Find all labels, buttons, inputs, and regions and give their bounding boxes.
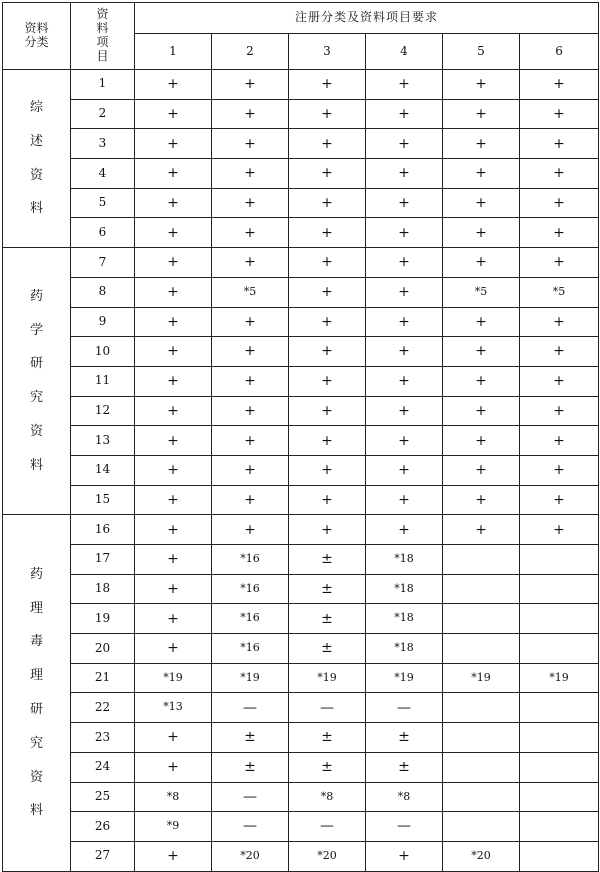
requirement-cell: *19 (135, 663, 212, 693)
requirement-cell: + (520, 99, 599, 129)
item-number-cell: 19 (71, 604, 135, 634)
requirement-cell: + (135, 545, 212, 575)
table-row (3, 218, 599, 248)
column-number: 5 (443, 34, 520, 70)
table-row (3, 841, 599, 871)
requirement-cell: + (135, 70, 212, 100)
table-row (3, 782, 599, 812)
requirement-cell: + (366, 99, 443, 129)
item-number-cell: 22 (71, 693, 135, 723)
item-number-cell: 7 (71, 248, 135, 278)
table-row (3, 812, 599, 842)
requirement-cell: + (289, 70, 366, 100)
column-number: 1 (135, 34, 212, 70)
requirement-cell: + (289, 396, 366, 426)
requirement-cell: *19 (289, 663, 366, 693)
category-cell (3, 248, 71, 515)
requirement-cell: ± (289, 574, 366, 604)
item-number-cell: 20 (71, 634, 135, 664)
requirement-cell: + (135, 129, 212, 159)
requirement-cell: + (135, 366, 212, 396)
requirement-cell: + (366, 248, 443, 278)
requirement-cell: ± (289, 752, 366, 782)
requirement-cell (520, 693, 599, 723)
requirement-cell: ± (289, 604, 366, 634)
requirement-cell: + (212, 188, 289, 218)
requirement-cell: + (135, 574, 212, 604)
requirement-cell (520, 812, 599, 842)
requirement-cell (443, 723, 520, 753)
requirement-cell: + (135, 841, 212, 871)
requirement-cell: + (443, 485, 520, 515)
table-row (3, 693, 599, 723)
table-row (3, 574, 599, 604)
requirement-cell: + (135, 455, 212, 485)
item-number-cell: 18 (71, 574, 135, 604)
requirement-cell: + (520, 188, 599, 218)
requirement-cell: + (443, 129, 520, 159)
table-row (3, 604, 599, 634)
requirement-cell: *5 (443, 277, 520, 307)
requirement-cell: + (212, 218, 289, 248)
requirement-cell: + (289, 159, 366, 189)
requirement-cell: *18 (366, 545, 443, 575)
requirement-cell: + (520, 248, 599, 278)
requirement-cell: + (135, 426, 212, 456)
requirement-cell: + (366, 129, 443, 159)
requirement-cell: + (289, 188, 366, 218)
requirement-cell (443, 752, 520, 782)
requirement-cell: + (212, 99, 289, 129)
column-number: 4 (366, 34, 443, 70)
requirement-cell: *8 (135, 782, 212, 812)
table-row (3, 515, 599, 545)
requirement-cell (520, 604, 599, 634)
item-number-cell: 9 (71, 307, 135, 337)
requirement-cell: *5 (212, 277, 289, 307)
requirement-cell: ± (289, 634, 366, 664)
requirement-cell (443, 604, 520, 634)
requirement-cell (443, 574, 520, 604)
requirement-cell: *18 (366, 604, 443, 634)
requirement-cell: + (366, 841, 443, 871)
item-number-cell: 6 (71, 218, 135, 248)
requirement-cell: *20 (289, 841, 366, 871)
requirement-cell: + (289, 248, 366, 278)
requirement-cell: + (443, 337, 520, 367)
requirement-cell: ± (212, 723, 289, 753)
requirement-cell: + (289, 515, 366, 545)
requirement-cell: + (443, 218, 520, 248)
requirement-cell: *8 (289, 782, 366, 812)
requirement-cell: + (289, 218, 366, 248)
requirement-cell: + (520, 485, 599, 515)
requirement-cell: + (135, 396, 212, 426)
requirement-cell (520, 752, 599, 782)
table-row (3, 366, 599, 396)
requirement-cell (520, 545, 599, 575)
requirement-cell (443, 812, 520, 842)
category-label: 综述资料 (29, 99, 43, 217)
requirement-cell: + (135, 604, 212, 634)
requirement-cell: + (366, 218, 443, 248)
requirement-cell: *19 (520, 663, 599, 693)
requirement-cell: + (212, 485, 289, 515)
requirement-cell: ± (289, 545, 366, 575)
item-number-cell: 24 (71, 752, 135, 782)
item-number-cell: 12 (71, 396, 135, 426)
requirement-cell: + (135, 515, 212, 545)
requirement-cell: + (366, 188, 443, 218)
requirement-cell: + (289, 485, 366, 515)
requirement-cell: + (443, 188, 520, 218)
requirement-cell (443, 634, 520, 664)
requirement-cell: + (443, 307, 520, 337)
requirement-cell: *18 (366, 634, 443, 664)
requirement-cell: + (289, 455, 366, 485)
requirement-cell: + (366, 426, 443, 456)
table-row (3, 485, 599, 515)
requirement-cell: + (212, 515, 289, 545)
item-number-cell: 11 (71, 366, 135, 396)
item-number-cell: 2 (71, 99, 135, 129)
requirement-cell (443, 693, 520, 723)
category-label: 药理毒理研究资料 (29, 566, 43, 819)
requirements-table (2, 2, 599, 872)
requirement-cell (443, 545, 520, 575)
table-row (3, 545, 599, 575)
requirement-cell: + (212, 307, 289, 337)
requirement-cell: + (289, 426, 366, 456)
requirement-cell: + (443, 455, 520, 485)
item-number-cell: 26 (71, 812, 135, 842)
requirement-cell: + (520, 426, 599, 456)
requirement-cell: + (135, 337, 212, 367)
item-number-cell: 10 (71, 337, 135, 367)
item-number-cell: 1 (71, 70, 135, 100)
requirement-cell: + (135, 188, 212, 218)
requirement-cell: ± (366, 752, 443, 782)
table-row (3, 307, 599, 337)
requirement-cell: + (443, 515, 520, 545)
header-row (3, 3, 599, 34)
requirement-cell: + (443, 248, 520, 278)
group-header: 注册分类及资料项目要求 (135, 3, 599, 34)
requirement-cell: — (289, 693, 366, 723)
requirement-cell (520, 782, 599, 812)
requirement-cell: + (135, 159, 212, 189)
requirement-cell: + (135, 248, 212, 278)
category-cell (3, 515, 71, 871)
table-row (3, 663, 599, 693)
requirement-cell: + (135, 485, 212, 515)
requirement-cell: + (212, 396, 289, 426)
requirement-cell: *16 (212, 634, 289, 664)
table-row (3, 129, 599, 159)
requirement-cell: + (366, 485, 443, 515)
requirement-cell: + (366, 396, 443, 426)
requirement-cell: — (212, 693, 289, 723)
requirement-cell: + (366, 307, 443, 337)
requirement-cell: + (366, 70, 443, 100)
requirement-cell: + (520, 218, 599, 248)
table-row (3, 455, 599, 485)
column-number: 6 (520, 34, 599, 70)
requirement-cell: + (135, 723, 212, 753)
requirement-cell: + (443, 426, 520, 456)
requirement-cell: *16 (212, 545, 289, 575)
item-number-cell: 23 (71, 723, 135, 753)
requirement-cell: + (289, 307, 366, 337)
requirement-cell: + (520, 307, 599, 337)
table-row (3, 634, 599, 664)
requirement-cell: + (212, 426, 289, 456)
table-row (3, 248, 599, 278)
requirement-cell: + (289, 366, 366, 396)
requirement-cell: + (443, 99, 520, 129)
requirement-cell: ± (289, 723, 366, 753)
requirement-cell: — (212, 812, 289, 842)
requirement-cell: + (212, 70, 289, 100)
requirement-cell: *13 (135, 693, 212, 723)
requirement-cell: + (443, 366, 520, 396)
table-row (3, 99, 599, 129)
requirement-cell: + (135, 277, 212, 307)
item-number-cell: 4 (71, 159, 135, 189)
requirement-cell: + (520, 129, 599, 159)
table-row (3, 277, 599, 307)
requirement-cell: + (289, 337, 366, 367)
item-number-cell: 16 (71, 515, 135, 545)
requirement-cell: *8 (366, 782, 443, 812)
requirement-cell: + (289, 99, 366, 129)
category-header-label: 资料分类 (24, 21, 49, 49)
requirement-cell (520, 574, 599, 604)
requirement-cell: + (366, 159, 443, 189)
requirement-cell: + (520, 159, 599, 189)
column-number: 2 (212, 34, 289, 70)
requirement-cell: + (289, 129, 366, 159)
requirement-cell: + (366, 337, 443, 367)
requirement-cell (443, 782, 520, 812)
requirement-cell: + (520, 366, 599, 396)
table-row (3, 159, 599, 189)
requirement-cell: + (366, 366, 443, 396)
requirement-cell: + (212, 366, 289, 396)
requirement-cell: + (212, 248, 289, 278)
category-label: 药学研究资料 (29, 288, 43, 473)
requirement-cell: — (366, 693, 443, 723)
item-number-cell: 8 (71, 277, 135, 307)
requirement-cell: + (520, 70, 599, 100)
item-number-cell: 27 (71, 841, 135, 871)
requirement-cell: + (212, 337, 289, 367)
requirement-cell: — (366, 812, 443, 842)
category-header (3, 3, 71, 70)
table-row (3, 723, 599, 753)
requirement-cell: ± (212, 752, 289, 782)
item-number-cell: 25 (71, 782, 135, 812)
requirement-cell: *19 (212, 663, 289, 693)
requirement-cell: ± (366, 723, 443, 753)
requirement-cell: + (520, 515, 599, 545)
table-row (3, 188, 599, 218)
requirement-cell: + (135, 99, 212, 129)
column-number: 3 (289, 34, 366, 70)
item-number-cell: 14 (71, 455, 135, 485)
table-row (3, 752, 599, 782)
requirement-cell (520, 634, 599, 664)
item-number-cell: 13 (71, 426, 135, 456)
requirement-cell: + (366, 277, 443, 307)
requirement-cell: *19 (366, 663, 443, 693)
requirement-cell: + (443, 70, 520, 100)
item-number-cell: 3 (71, 129, 135, 159)
item-number-cell: 21 (71, 663, 135, 693)
item-number-cell: 17 (71, 545, 135, 575)
requirement-cell: + (135, 752, 212, 782)
item-number-cell: 5 (71, 188, 135, 218)
requirement-cell: + (443, 159, 520, 189)
requirement-cell: + (289, 277, 366, 307)
requirement-cell (520, 841, 599, 871)
requirement-cell: *16 (212, 574, 289, 604)
requirement-cell: — (289, 812, 366, 842)
requirement-cell: *9 (135, 812, 212, 842)
requirement-cell: *19 (443, 663, 520, 693)
table-row (3, 396, 599, 426)
requirement-cell: + (135, 218, 212, 248)
requirement-cell: *16 (212, 604, 289, 634)
requirement-cell: + (135, 634, 212, 664)
requirement-cell: + (366, 455, 443, 485)
item-header-label: 资料项目 (96, 7, 109, 63)
requirement-cell: — (212, 782, 289, 812)
table-body (3, 3, 599, 872)
category-cell (3, 70, 71, 248)
requirement-cell: + (212, 129, 289, 159)
requirement-cell: *20 (212, 841, 289, 871)
table-row (3, 337, 599, 367)
requirement-cell: + (520, 455, 599, 485)
requirement-cell: *20 (443, 841, 520, 871)
table-row (3, 70, 599, 100)
requirement-cell (520, 723, 599, 753)
requirement-cell: + (212, 159, 289, 189)
requirement-cell: *5 (520, 277, 599, 307)
item-number-cell: 15 (71, 485, 135, 515)
requirement-cell: + (520, 337, 599, 367)
table-row (3, 426, 599, 456)
requirement-cell: + (366, 515, 443, 545)
requirement-cell: *18 (366, 574, 443, 604)
item-header (71, 3, 135, 70)
requirement-cell: + (443, 396, 520, 426)
requirement-cell: + (135, 307, 212, 337)
requirement-cell: + (212, 455, 289, 485)
requirement-cell: + (520, 396, 599, 426)
